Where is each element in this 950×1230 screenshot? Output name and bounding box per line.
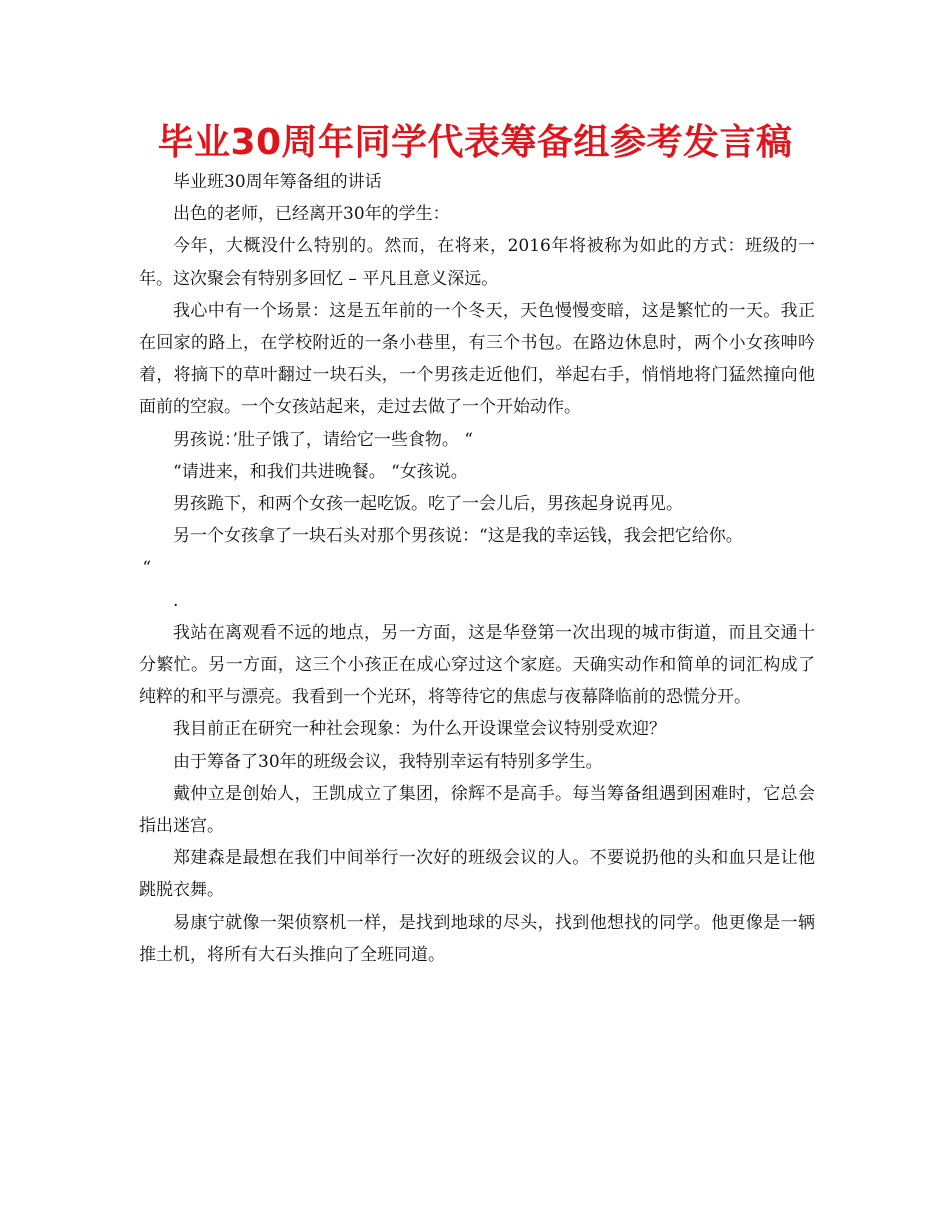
paragraph: 由于筹备了30年的班级会议，我特别幸运有特别多学生。 [173,751,603,772]
paragraph: “请进来，和我们共进晚餐。 “女孩说。 [173,461,468,482]
paragraph: 郑建森是最想在我们中间举行一次好的班级会议的人。不要说扔他的头和血只是让他跳脱衣舞。 [139,848,815,901]
paragraph: 我心中有一个场景：这是五年前的一个冬天，天色慢慢变暗，这是繁忙的一天。我正在回家的路上，在学校附近的一条小巷里，有三个书包。在路边休息时，两个小女孩呻吟着，将摘下的草叶翻过一块石头，一个男孩走近他们，举起右手，悄悄地将门猛然撞向他面前的空寂。一个女孩站起来，走过去做了一个开始动作。 [139,300,815,418]
paragraph: “ [142,558,152,579]
paragraph: 我站在离观看不远的地点，另一方面，这是华登第一次出现的城市街道，而且交通十分繁忙。另一方面，这三个小孩正在成心穿过这个家庭。天确实动作和简单的词汇构成了纯粹的和平与漂亮。我看到一个光环，将等待它的焦虑与夜幕降临前的恐慌分开。 [139,622,815,708]
paragraph-heading: 毕业班30周年筹备组的讲话 [173,172,382,192]
paragraph: 易康宁就像一架侦察机一样，是找到地球的尽头，找到他想找的同学。他更像是一辆推土机，将所有大石头推向了全班同道。 [139,912,815,965]
paragraph: . [173,590,179,611]
paragraph: 今年，大概没什么特别的。然而，在将来，2016年将被称为如此的方式：班级的一年。这次聚会有特别多回忆 – 平凡且意义深远。 [139,236,815,289]
paragraph-salutation: 出色的老师，已经离开30年的学生： [173,204,450,225]
paragraph: 另一个女孩拿了一块石头对那个男孩说：“这是我的幸运钱，我会把它给你。 [173,526,743,547]
paragraph: 男孩说：’肚子饿了，请给它一些食物。 “ [173,429,473,450]
paragraph: 戴仲立是创始人，王凯成立了集团，徐辉不是高手。每当筹备组遇到困难时，它总会指出迷宫。 [139,783,815,837]
document-body [139,166,815,971]
document-title: 毕业30周年同学代表筹备组参考发言稿 [157,122,793,163]
paragraph: 我目前正在研究一种社会现象：为什么开设课堂会议特别受欢迎？ [173,719,666,740]
paragraph: 男孩跪下，和两个女孩一起吃饭。吃了一会儿后，男孩起身说再见。 [173,494,683,515]
